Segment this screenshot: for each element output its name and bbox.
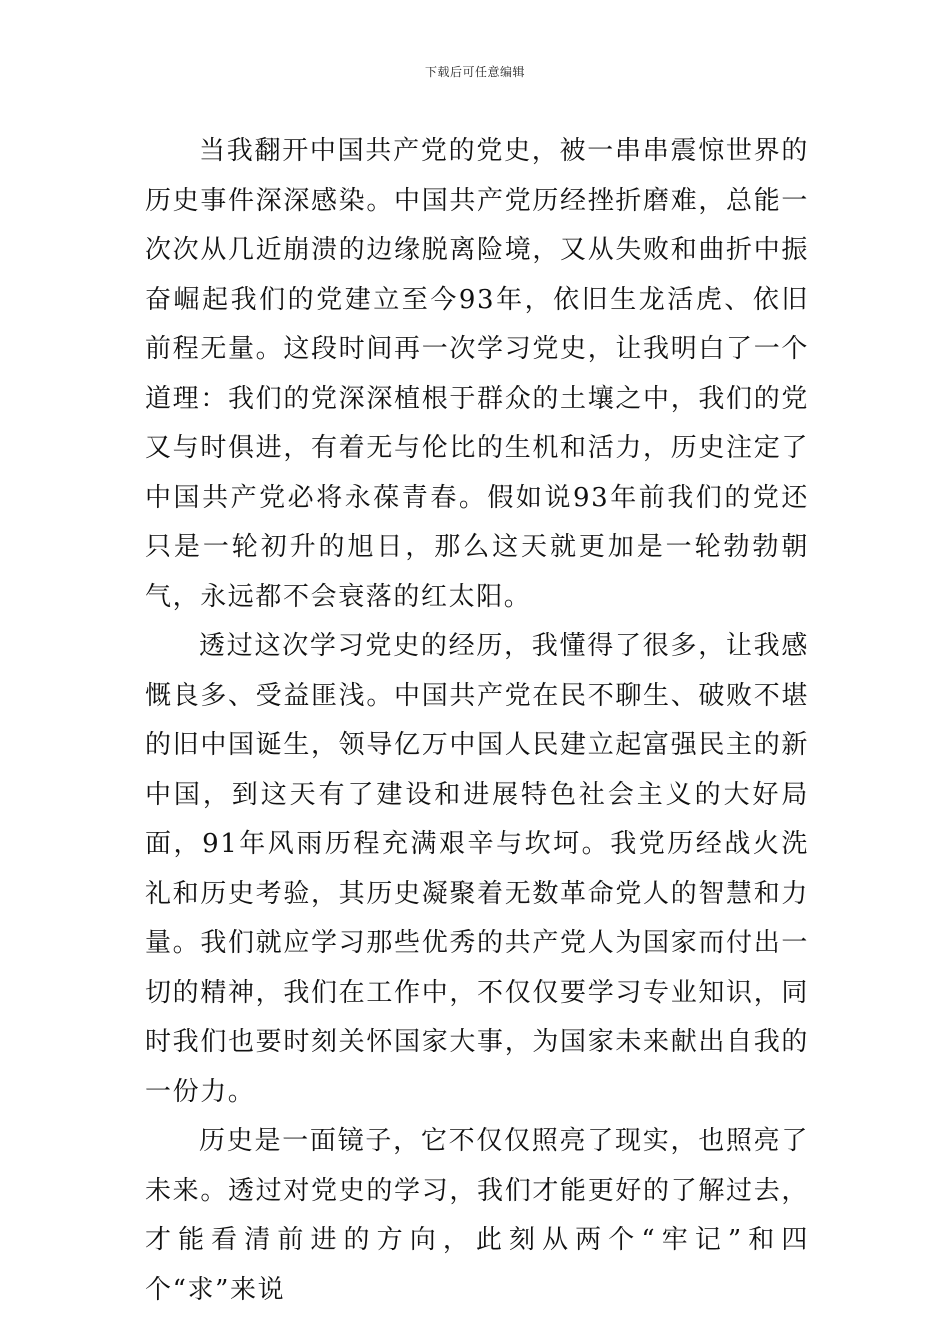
paragraph-1: 当我翻开中国共产党的党史，被一串串震惊世界的历史事件深深感染。中国共产党历经挫折磨难，总能一次次从几近崩溃的边缘脱离险境，又从失败和曲折中振奋崛起我们的党建立至今93年，依旧生龙活虎、依旧前程无量。这段时间再一次学习党史，让我明白了一个道理：我们的党深深植根于群众的土壤之中，我们的党又与时俱进，有着无与伦比的生机和活力，历史注定了中国共产党必将永葆青春。假如说93年前我们的党还只是一轮初升的旭日，那么这天就更加是一轮勃勃朝气，永远都不会衰落的红太阳。 bbox=[145, 136, 810, 612]
page-header: 下载后可任意编辑 bbox=[424, 65, 525, 79]
document-body bbox=[145, 127, 809, 1315]
paragraph-2: 透过这次学习党史的经历，我懂得了很多，让我感慨良多、受益匪浅。中国共产党在民不聊生、破败不堪的旧中国诞生，领导亿万中国人民建立起富强民主的新中国，到这天有了建设和进展特色社会主义的大好局面，91年风雨历程充满艰辛与坎坷。我党历经战火洗礼和历史考验，其历史凝聚着无数革命党人的智慧和力量。我们就应学习那些优秀的共产党人为国家而付出一切的精神，我们在工作中，不仅仅要学习专业知识，同时我们也要时刻关怀国家大事，为国家未来献出自我的一份力。 bbox=[145, 631, 809, 1107]
paragraph-3: 历史是一面镜子，它不仅仅照亮了现实，也照亮了未来。透过对党史的学习，我们才能更好的了解过去，才能看清前进的方向，此刻从两个“牢记”和四个“求”来说 bbox=[145, 1126, 809, 1305]
